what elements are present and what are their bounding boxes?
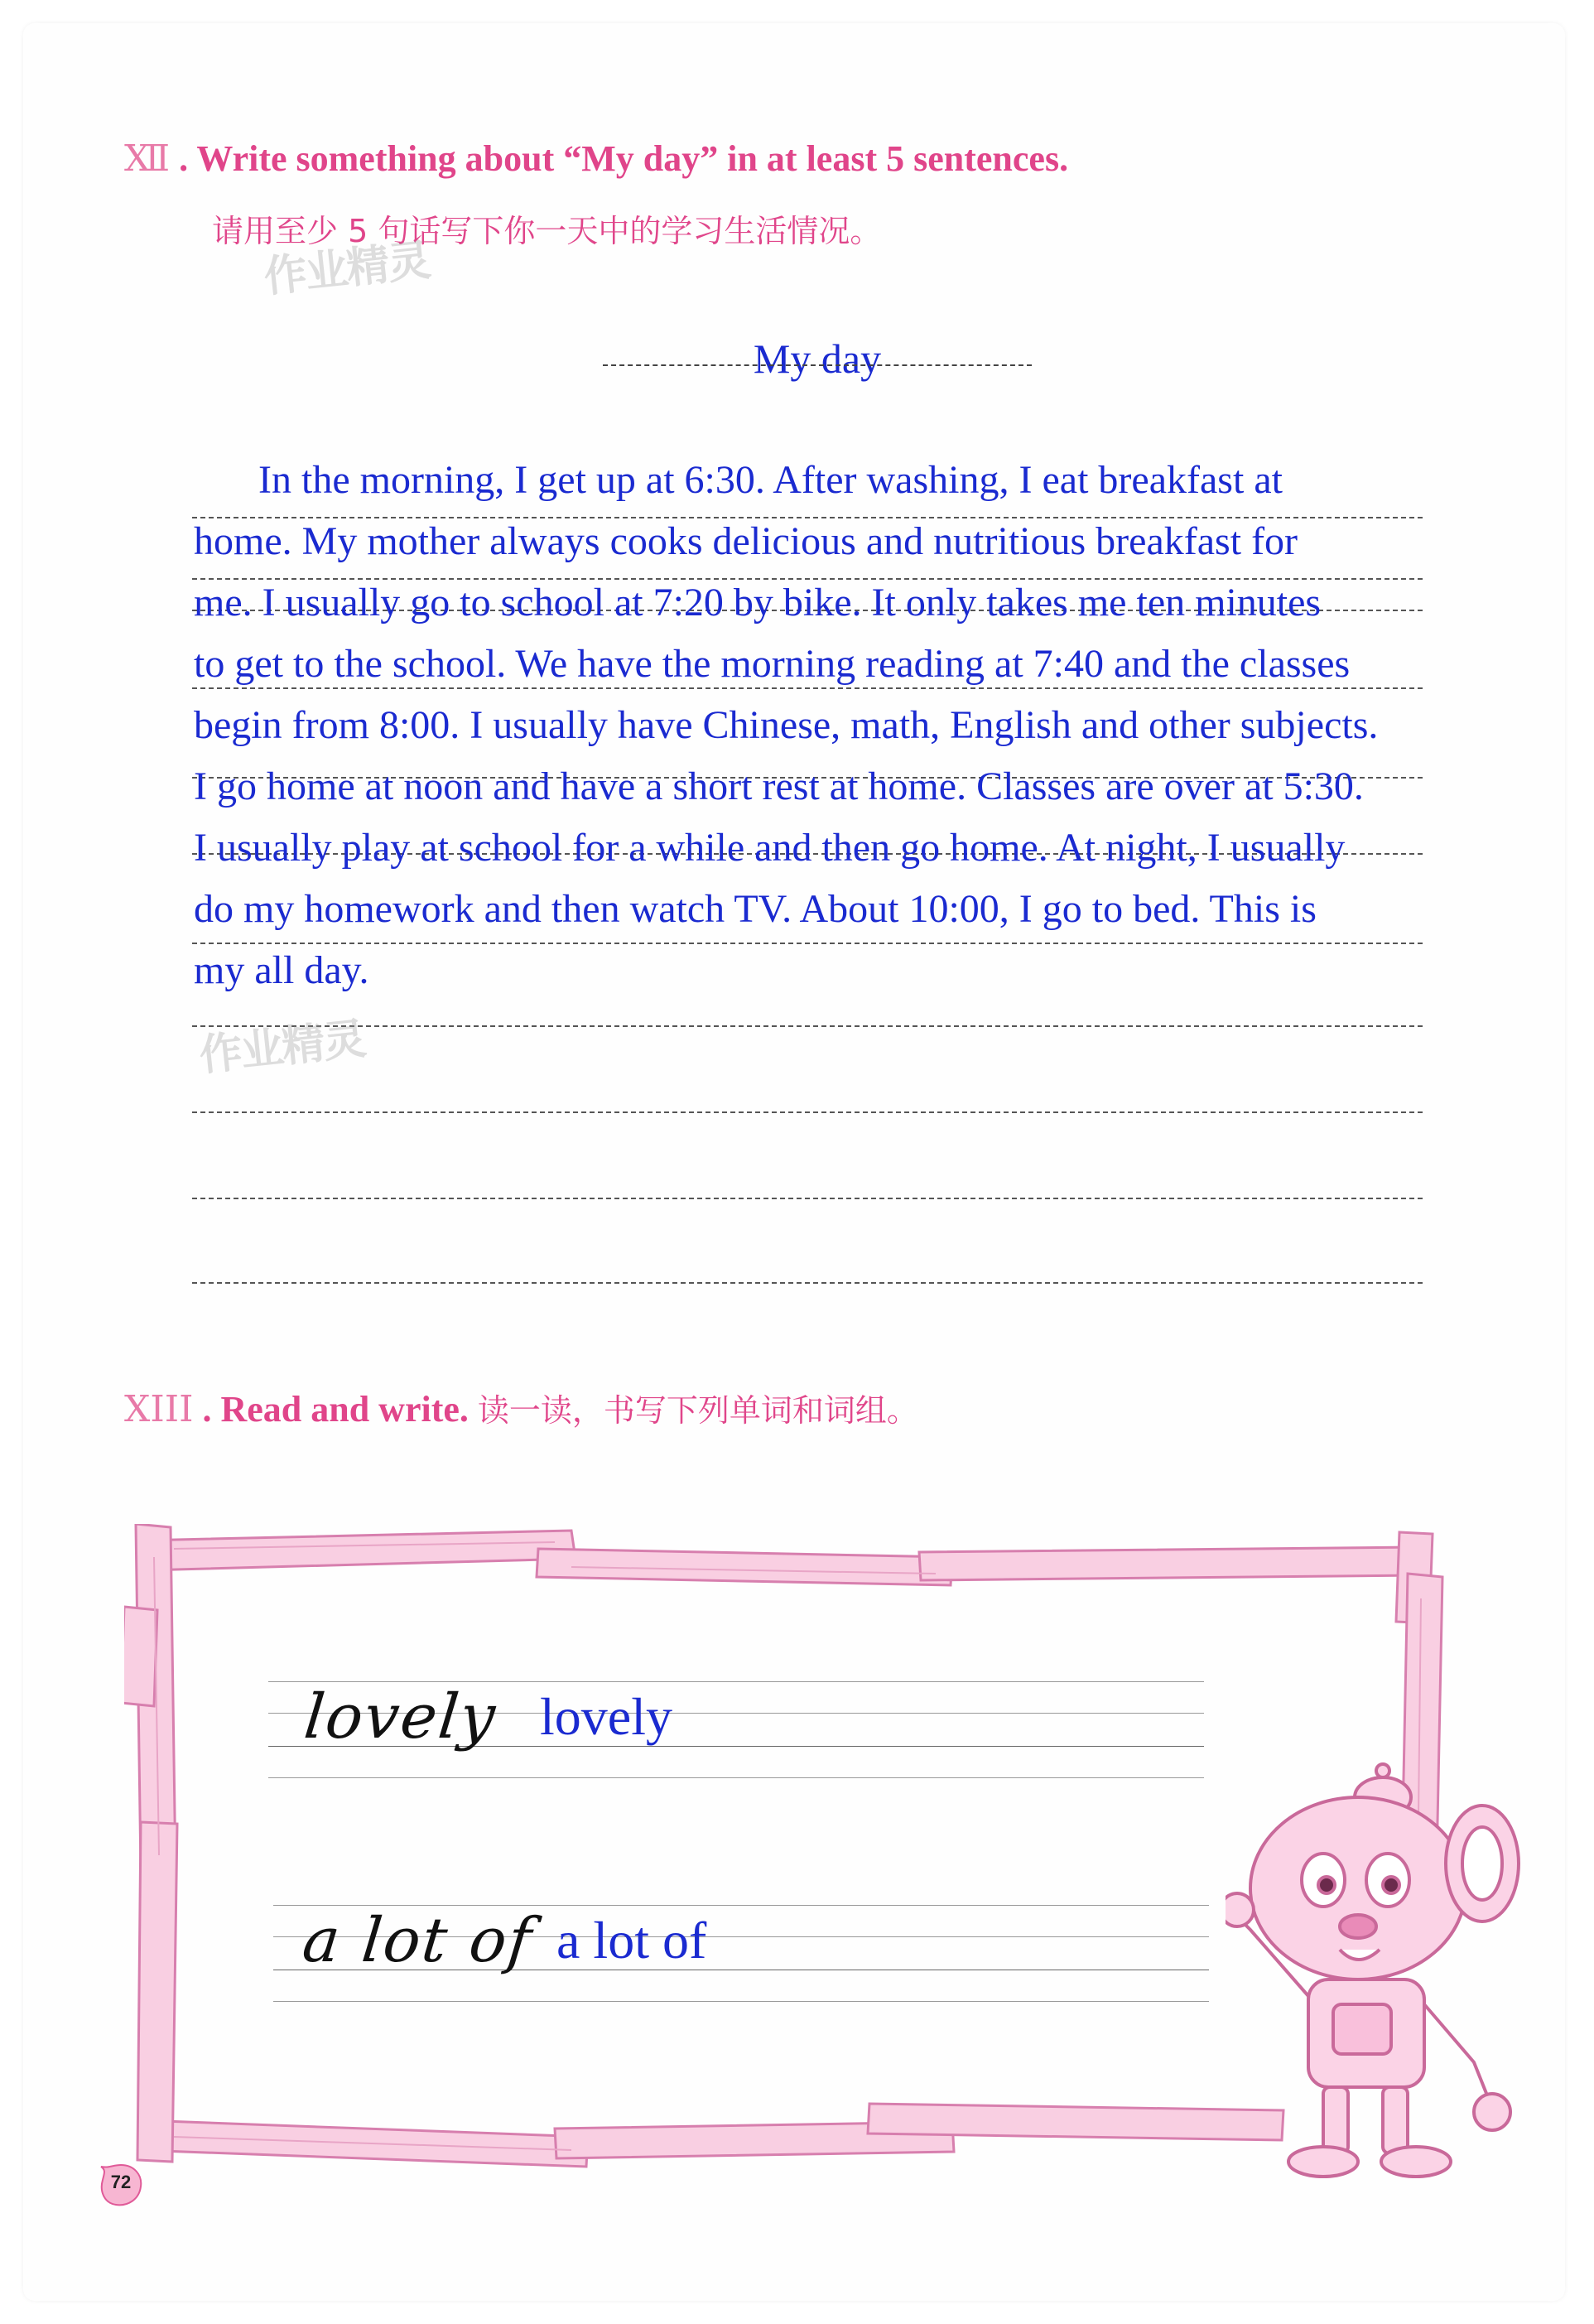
section-13-heading: XIII . Read and write. 读一读，书写下列单词和词组。 — [124, 1388, 918, 1430]
section-13-title: Read and write. — [220, 1389, 469, 1430]
section-13-number: XIII — [124, 1388, 194, 1430]
model-phrase: a lot of — [299, 1905, 537, 1976]
section-12-title: Write something about “My day” in at least 5 sentences. — [196, 138, 1069, 179]
essay-line: me. I usually go to school at 7:20 by bike. It only takes me ten minutes — [194, 581, 1322, 624]
essay-line: I go home at noon and have a short rest at home. Classes are over at 5:30. — [194, 764, 1364, 808]
essay-line: In the morning, I get up at 6:30. After washing, I eat breakfast at — [258, 458, 1283, 502]
model-word: lovely — [301, 1681, 500, 1753]
writing-line — [192, 687, 1423, 689]
answer-phrase: a lot of — [556, 1911, 707, 1970]
section-12-number: Ⅻ — [124, 137, 171, 180]
writing-line — [192, 1025, 1423, 1027]
title-underline — [603, 364, 1032, 366]
page-number: 72 — [110, 2172, 132, 2192]
writing-line — [192, 943, 1423, 944]
section-12-instruction: 请用至少 5 句话写下你一天中的学习生活情况。 — [212, 213, 882, 249]
guide-line — [268, 1777, 1204, 1778]
page-number-badge — [98, 2162, 144, 2208]
essay-line: home. My mother always cooks delicious and nutritious breakfast for — [194, 519, 1298, 563]
watermark: 作业精灵 — [196, 1014, 368, 1082]
watermark: 作业精灵 — [261, 235, 432, 303]
essay-line: do my homework and then watch TV. About 10:00, I go to bed. This is — [194, 887, 1317, 931]
essay-line: to get to the school. We have the morning reading at 7:40 and the classes — [194, 642, 1351, 686]
writing-line — [192, 1198, 1423, 1199]
writing-line — [192, 1111, 1423, 1113]
essay-line: my all day. — [194, 948, 369, 992]
robot-mascot-illustration — [1226, 1748, 1557, 2195]
writing-line — [192, 1282, 1423, 1284]
essay-title: My day — [753, 335, 882, 382]
section-12-heading: Ⅻ . Write something about “My day” in at least 5 sentences. — [124, 137, 1069, 180]
essay-line: I usually play at school for a while and then go home. At night, I usually — [194, 826, 1346, 870]
section-13-instruction: 读一读，书写下列单词和词组。 — [477, 1392, 918, 1429]
answer-word: lovely — [540, 1687, 672, 1746]
guide-line — [273, 2001, 1209, 2002]
essay-line: begin from 8:00. I usually have Chinese, math, English and other subjects. — [194, 703, 1379, 747]
